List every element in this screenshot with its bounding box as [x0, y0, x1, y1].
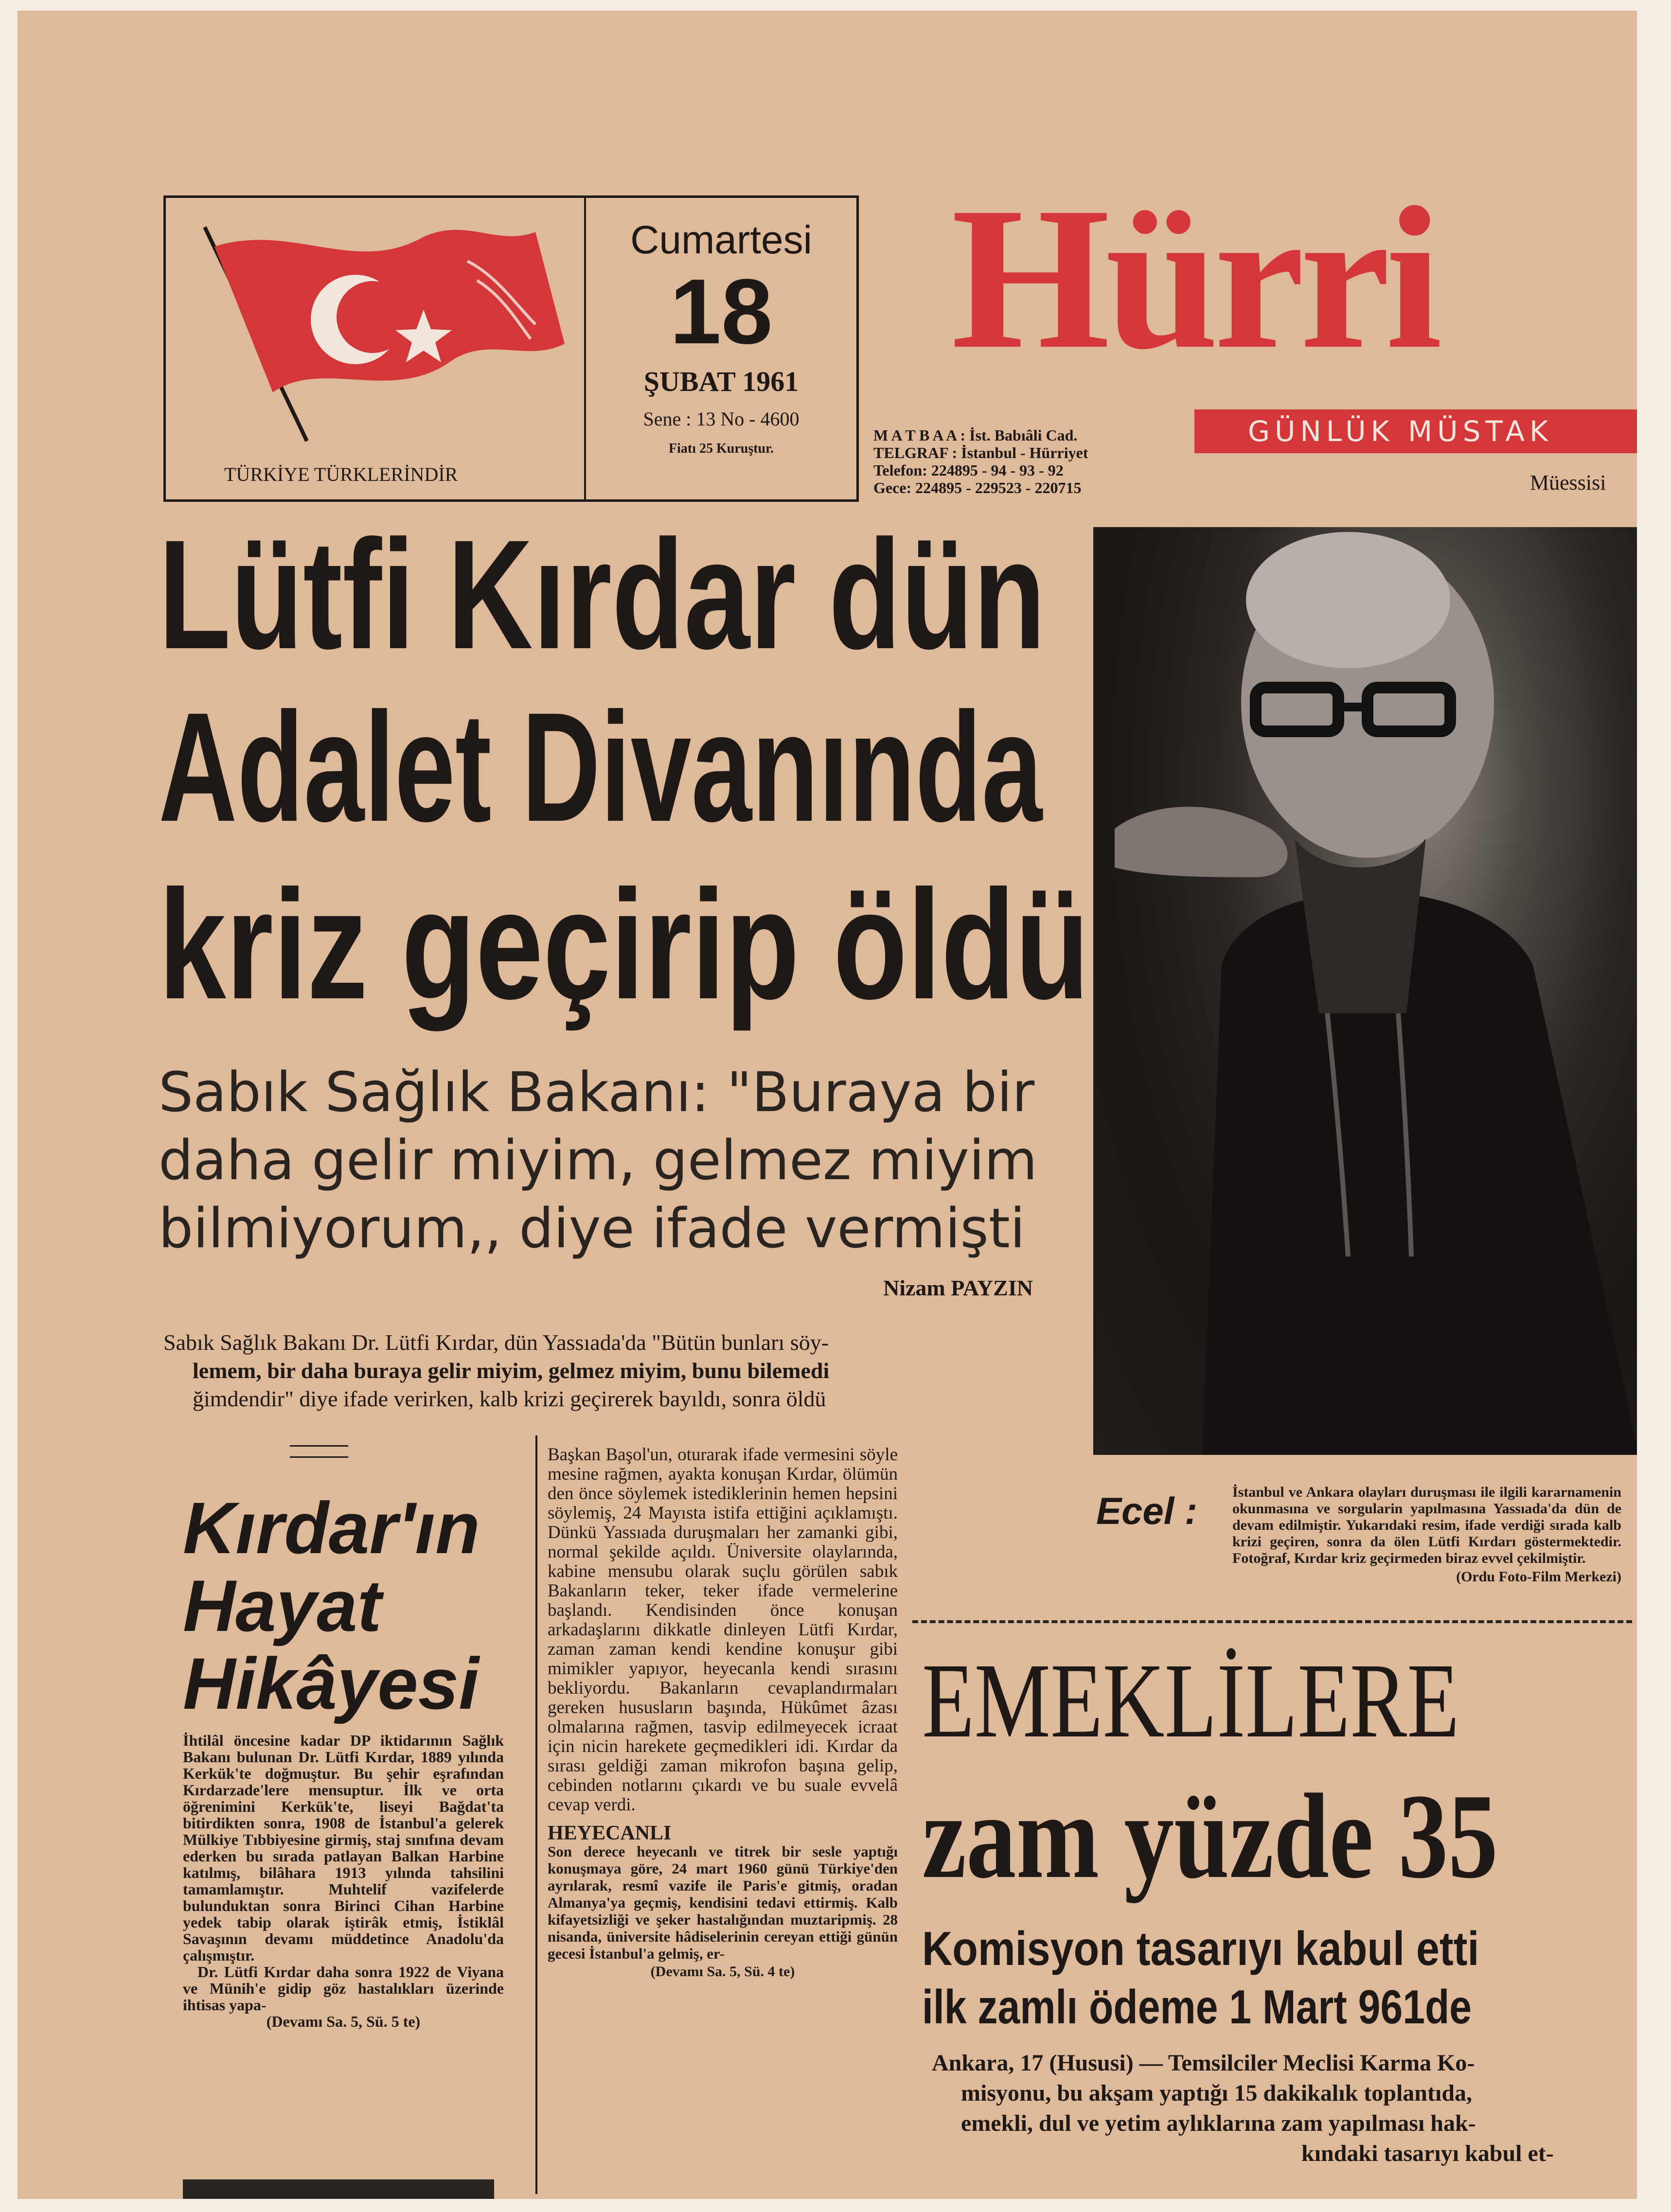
- flag-panel: [166, 198, 586, 499]
- turkish-flag-icon: [195, 217, 574, 446]
- bio-paragraph-2: Dr. Lütfi Kırdar daha sonra 1922 de Viyana ve Münih'e gidip göz hastalıkları üzerinde ihtisas yapa-: [183, 1963, 504, 2014]
- pension-headline-2: zam yüzde 35: [922, 1769, 1498, 1904]
- month-year: ŞUBAT 1961: [643, 366, 799, 397]
- deck-line-1: Sabık Sağlık Bakanı: "Buraya bir: [159, 1061, 1035, 1124]
- bio-title-3: Hikâyesi: [183, 1643, 479, 1724]
- pension-headline-1: EMEKLİLERE: [922, 1641, 1459, 1760]
- main-continued: (Devamı Sa. 5, Sü. 4 te): [650, 1964, 795, 1980]
- photo-kirdar: [1093, 527, 1637, 1455]
- tagline: GÜNLÜK MÜSTAK: [1248, 415, 1553, 448]
- masthead-box: [163, 195, 859, 502]
- headline-line-2: Adalet Divanında: [159, 680, 1043, 854]
- dashed-rule-top: [912, 1620, 1632, 1623]
- lead-line-1: Sabık Sağlık Bakanı Dr. Lütfi Kırdar, dün Yassıada'da "Bütün bunları söy-: [163, 1330, 829, 1355]
- bio-paragraph-1: İhtilâl öncesine kadar DP iktidarının Sağlık Bakanı bulunan Dr. Lütfi Kırdar, 1889 yılında Kerkük'te doğmuştur. Bu şehir eşrafından Kırdarzade'lere mensuptur. İlk ve orta öğrenimini Kerkük'te, liseyi Bağdat'ta bitirdikten sonra, 1908 de İstanbul'a gelerek Mülkiye Tıbbiyesine girmiş, staj sınıfına devam ederken bu sırada patlayan Balkan Harbine katılmış, bilâhara 1913 yılında tahsilini tamamlamıştır. Muhtelif vazifelerde bulunduktan sonra Birinci Cihan Harbine yedek tabip olarak iştirâk etmiş, İstiklâl Savaşının devamı müddetince Anadolu'da çalışmıştır.: [183, 1732, 504, 1964]
- main-body-text: Başkan Başol'un, oturarak ifade vermesini söyle mesine rağmen, ayakta konuşan Kırdar, ölümün den önce söylemek istediklerinin hemen hepsini söylemiş, 24 Mayısta istifa ettiğini açıklamıştı. Dünkü Yassıada duruşmaları her zamanki gibi, normal şekilde açıldı. Üniversite olaylarında, kabine mensubu olarak suçlu görülen sabık Bakanların teker, teker ifade vermelerine başlandı. Kendisinden önce konuşan arkadaşlarını dikkatle dinleyen Lütfi Kırdar, zaman zaman kendi kendine konuşur gibi mimikler yapıyor, heyecanla kendi sırasını bekliyordu. Bakanların cevaplandırmaları gereken hususların başında, Hükûmet âzası olmalarına rağmen, tasvip edilmeyecek icraat için nicin harekete geçmedikleri idi. Kırdar da sırası geldiği zaman mikrofon başına gelip, cebinden notlarını çıkardı ve bu suale evvelâ cevap verdi.: [548, 1445, 898, 1815]
- day-name: Cumartesi: [630, 218, 812, 262]
- subhead: HEYECANLI: [548, 1822, 672, 1844]
- pension-sub-2: ilk zamlı ödeme 1 Mart 961de: [922, 1980, 1472, 2034]
- photo-caption: [1096, 1484, 1621, 1585]
- caption-text: İstanbul ve Ankara olayları duruşması ile ilgili kararnamenin okunmasına ve sorgularin yapılmasına Yassıada'da dün de devam edilmiştir. Yukarıdaki resim, ifade verdiği sırada kalb krizi geçiren, sonra da ölen Lütfi Kırdarı göstermektedir. Fotoğraf, Kırdar kriz geçirmeden biraz evvel çekilmiştir.: [1232, 1484, 1621, 1566]
- flag-motto: TÜRKİYE TÜRKLERİNDİR: [224, 463, 458, 485]
- pension-body-line-1: Ankara, 17 (Hususi) — Temsilciler Meclisi Karma Ko-: [932, 2050, 1475, 2076]
- telefon-line: Telefon: 224895 - 94 - 93 - 92: [873, 461, 1064, 479]
- pension-body: [932, 2048, 1554, 2169]
- portrait-illustration: [1095, 527, 1637, 1455]
- issue-number: Sene : 13 No - 4600: [643, 408, 800, 430]
- headline-line-1: Lütfi Kırdar dün: [159, 507, 1046, 681]
- headline-line-3: kriz geçirip öldü: [159, 857, 1089, 1031]
- matbaa-line: M A T B A A : İst. Babıâli Cad.: [873, 426, 1078, 444]
- main-body: [548, 1445, 898, 1982]
- pension-body-line-2: misyonu, bu akşam yaptığı 15 dakikalık toplantıda,: [961, 2080, 1473, 2106]
- next-headline-fragment: [183, 2150, 494, 2199]
- caption-label: Ecel :: [1096, 1489, 1198, 1532]
- bio-body: [183, 1732, 504, 2030]
- column-rule: [535, 1435, 537, 2194]
- ornament-rule: [290, 1445, 348, 1458]
- bio-title-1: Kırdar'ın: [183, 1487, 480, 1569]
- bio-continued: (Devamı Sa. 5, Sü. 5 te): [266, 2013, 421, 2030]
- contact-block: [873, 426, 1088, 496]
- day-number: 18: [670, 260, 773, 363]
- newspaper-page: [18, 11, 1637, 2199]
- lead-line-2: lemem, bir daha buraya gelir miyim, gelmez miyim, bunu bilemedi: [193, 1358, 830, 1383]
- lead-line-3: ğimdendir" diye ifade verirken, kalb krizi geçirerek bayıldı, sonra öldü: [193, 1386, 826, 1411]
- byline: Nizam PAYZIN: [883, 1275, 1033, 1300]
- pension-sub-1: Komisyon tasarıyı kabul etti: [922, 1922, 1479, 1975]
- pension-body-line-4: kındaki tasarıyı kabul et-: [1301, 2141, 1554, 2166]
- tagline-bar: [1194, 409, 1637, 453]
- pension-body-line-3: emekli, dul ve yetim aylıklarına zam yapılması hak-: [961, 2110, 1476, 2136]
- deck-line-2: daha gelir miyim, gelmez miyim: [159, 1129, 1037, 1192]
- newspaper-title: Hürri: [951, 165, 1438, 391]
- bio-title-2: Hayat: [183, 1565, 382, 1646]
- telgraf-line: TELGRAF : İstanbul - Hürriyet: [873, 444, 1088, 461]
- gece-line: Gece: 224895 - 229523 - 220715: [873, 479, 1082, 496]
- founder-label: Müessisi: [1530, 471, 1606, 495]
- lead-paragraph: [163, 1328, 1078, 1413]
- deck-line-3: bilmiyorum,, diye ifade vermişti: [159, 1197, 1025, 1260]
- main-body-text-2: Son derece heyecanlı ve titrek bir sesle yaptığı konuşmaya göre, 24 mart 1960 günü Türkiye'den ayrılarak, resmî vazife ile Paris'e gitmiş, oradan Almanya'ya geçmiş, kendisini tedavi ettirmiş. Kalb kifayetsizliği ve şeker hastalığından muztaripmiş. 28 nisanda, üniversite hâdiselerinin cereyan ettiği günün gecesi İstanbul'a gelmiş, er-: [548, 1843, 898, 1962]
- price: Fiatı 25 Kuruştur.: [669, 441, 774, 456]
- date-panel: [586, 198, 856, 499]
- caption-credit: (Ordu Foto-Film Merkezi): [1456, 1569, 1621, 1585]
